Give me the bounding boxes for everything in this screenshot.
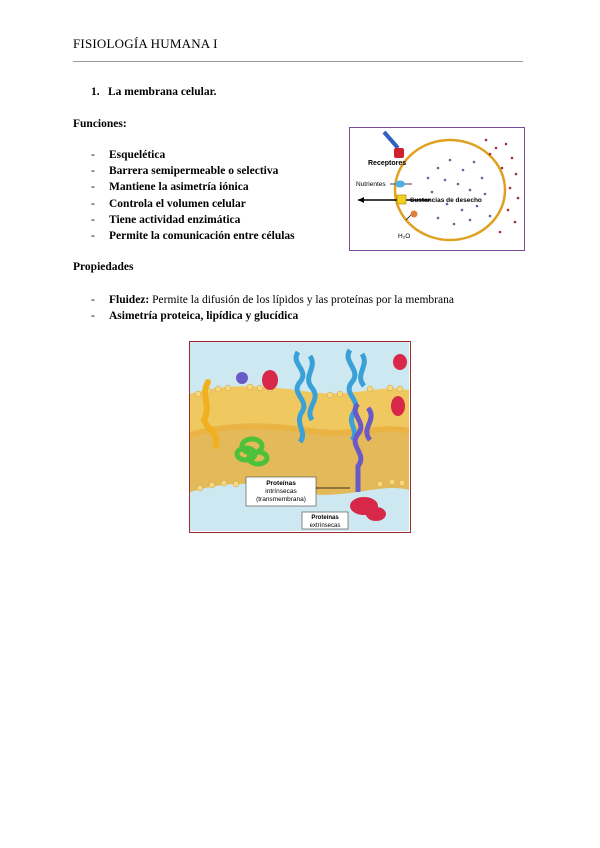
intrinsic-label-line3: (transmembrana) xyxy=(256,496,306,503)
waste-label: Sustancias de desecho xyxy=(410,197,482,204)
section-title: La membrana celular. xyxy=(108,86,217,98)
list-item: - Esquelética xyxy=(91,149,166,161)
list-item: - Controla el volumen celular xyxy=(91,197,246,210)
water-channel-icon xyxy=(411,211,418,218)
cell-functions-figure xyxy=(349,127,525,251)
list-item: - Tiene actividad enzimática xyxy=(91,213,241,226)
section-number: 1. xyxy=(91,86,100,98)
receptors-label: Receptores xyxy=(368,160,407,167)
water-label: H₂O xyxy=(398,233,411,240)
cell-diagram xyxy=(350,128,523,249)
property-term: Fluidez: xyxy=(109,294,150,306)
intrinsic-label-line1: Proteínas xyxy=(266,480,296,487)
arrow-left-icon xyxy=(358,197,364,203)
list-item: - Barrera semipermeable o selectiva xyxy=(91,165,279,178)
property-text: Permite la difusión de los lípidos y las proteínas por la membrana xyxy=(149,294,454,306)
properties-list xyxy=(91,292,454,324)
membrane-structure-figure xyxy=(189,341,411,533)
intrinsic-label-line2: intrínsecas xyxy=(265,488,297,495)
properties-heading: Propiedades xyxy=(73,261,134,273)
nutrients-label: Nutrientes xyxy=(356,181,386,188)
arrow-icon xyxy=(384,132,398,148)
waste-transporter-icon xyxy=(397,195,406,204)
section-heading xyxy=(91,86,217,98)
red-protein-left xyxy=(262,370,278,390)
extrinsic-label-line1: Proteínas xyxy=(311,515,339,521)
receptor-icon xyxy=(394,148,404,158)
property-term: Asimetría proteica, lipídica y glucídica xyxy=(109,310,299,323)
list-item: - Mantiene la asimetría iónica xyxy=(91,181,249,194)
nutrient-transporter-icon xyxy=(395,181,405,188)
extrinsic-label-line2: extrínsecas xyxy=(309,523,341,529)
list-item: - Asimetría proteica, lipídica y glucídica xyxy=(91,310,299,323)
document-header-title: FISIOLOGÍA HUMANA I xyxy=(73,36,218,51)
functions-heading: Funciones: xyxy=(73,118,127,130)
functions-list xyxy=(91,147,295,244)
red-protein-right xyxy=(391,396,405,416)
small-purple-protein xyxy=(236,372,248,384)
cell-membrane-outline xyxy=(395,140,505,240)
header-divider xyxy=(73,61,523,62)
membrane-diagram xyxy=(190,342,409,531)
list-item: - Fluidez: Permite la difusión de los lípidos y las proteínas por la membrana xyxy=(91,294,454,306)
list-item: - Permite la comunicación entre células xyxy=(91,229,295,242)
red-protein-top xyxy=(393,354,407,370)
